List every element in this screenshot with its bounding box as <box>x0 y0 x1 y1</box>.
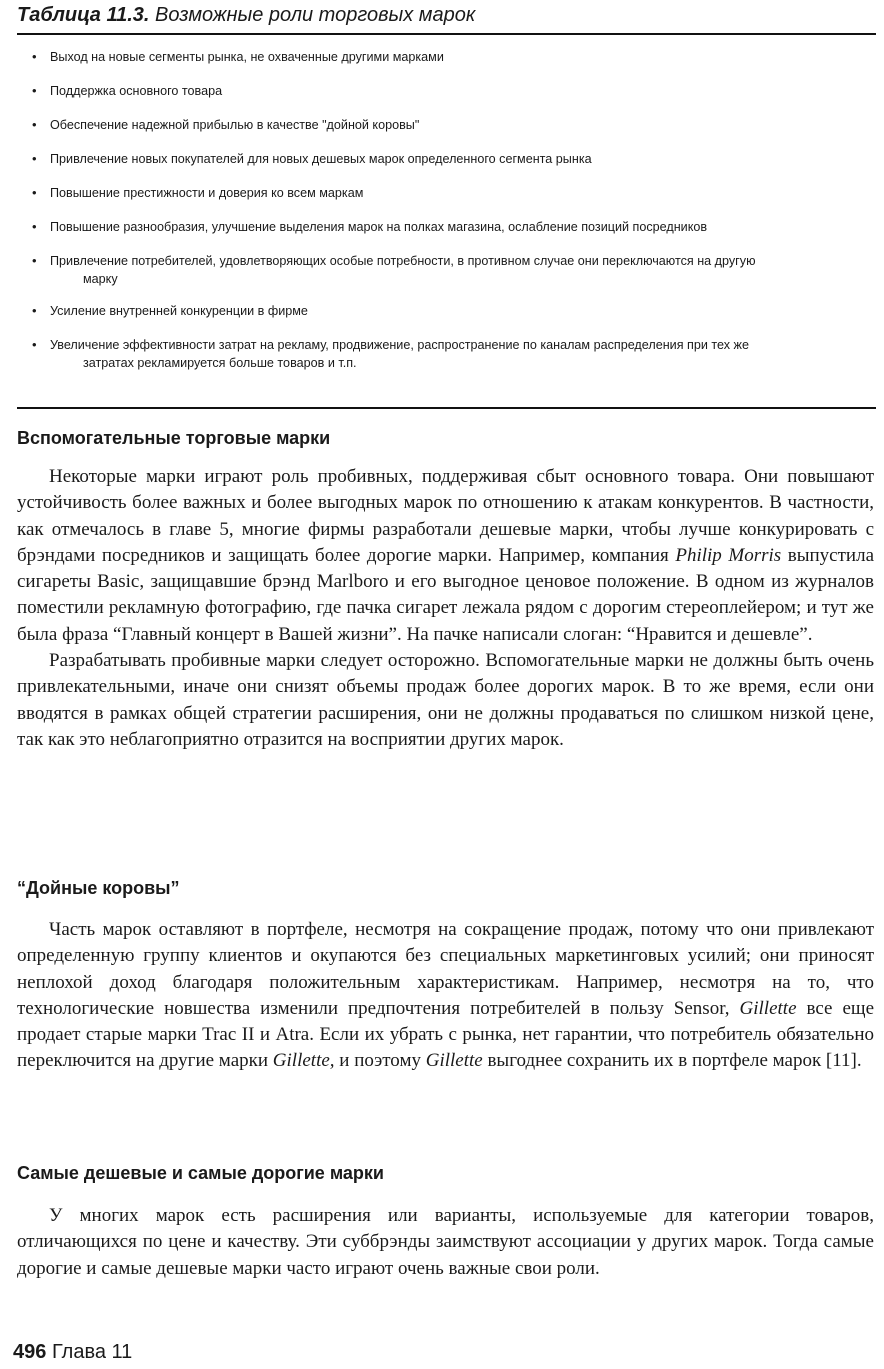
table-top-rule <box>17 33 876 35</box>
bullet-icon: • <box>32 185 37 200</box>
bullet-icon: • <box>32 83 37 98</box>
paragraph: Часть марок оставляют в портфеле, несмотря на сокращение продаж, потому что они привлекают определенную группу клиентов и окупаются без специальных маркетинговых усилий; они приносят неплохой доход благодаря положительным характеристикам. Например, несмотря на то, что технологические новшества изменили предпочтения потребителей в пользу Sensor, Gillette все еще продает старые марки Trac II и Atra. Если их убрать с рынка, нет гарантии, что потребитель обязательно переключится на другие марки Gillette, и поэтому Gillette выгоднее сохранить их в портфеле марок [11]. <box>17 919 874 1072</box>
list-item: • Повышение престижности и доверия ко всем маркам <box>32 185 364 200</box>
list-item: • Выход на новые сегменты рынка, не охваченные другими марками <box>32 49 444 64</box>
paragraph: У многих марок есть расширения или варианты, используемые для категории товаров, отличающихся по цене и качеству. Эти суббрэнды заимствуют ассоциации у других марок. Тогда самые дорогие и самые дешевые марки часто играют очень важные свои роли. <box>17 1205 874 1279</box>
paragraph: Некоторые марки играют роль пробивных, поддерживая сбыт основного товара. Они повышают устойчивость более важных и более выгодных марок по отношению к атакам конкурентов. В частности, как отмечалось в главе 5, многие фирмы разработали дешевые марки, чтобы лучше конкурировать с брэндами посредников и защищать более дорогие марки. Например, компания Philip Morris выпустила сигареты Basic, защищавшие брэнд Marlboro и его выгодное ценовое положение. В одном из журналов поместили рекламную фотографию, где пачка сигарет лежала рядом с дорогим стереоплейером; и тут же была фраза “Главный концерт в Вашей жизни”. На пачке написали слоган: “Нравится и дешевле”. <box>17 466 875 645</box>
list-item: • Увеличение эффективности затрат на рекламу, продвижение, распространение по каналам распределения при тех же затратах рекламируется больше товаров и т.п. <box>32 337 749 370</box>
paragraph: Разрабатывать пробивные марки следует осторожно. Вспомогательные марки не должны быть очень привлекательными, иначе они снизят объемы продаж более дорогих марок. В то же время, если они вводятся в рамках общей стратегии расширения, они не должны продаваться по слишком низкой цене, так как это неблагоприятно отразится на восприятии других марок. <box>17 650 874 750</box>
section-heading-auxiliary: Вспомогательные торговые марки <box>17 428 331 448</box>
bullet-icon: • <box>32 253 37 268</box>
bullet-icon: • <box>32 151 37 166</box>
bullet-icon: • <box>32 117 37 132</box>
list-item: • Усиление внутренней конкуренции в фирме <box>32 303 308 318</box>
table-bottom-rule <box>17 407 876 409</box>
page-number: 496 <box>13 1341 47 1363</box>
table-caption: Возможные роли торговых марок <box>155 4 476 26</box>
chapter-label: Глава 11 <box>51 1341 133 1363</box>
bullet-icon: • <box>32 219 37 234</box>
bullet-icon: • <box>32 49 37 64</box>
table-label: Таблица 11.3. <box>17 4 150 26</box>
section-body-cheapest-dearest <box>17 1203 874 1282</box>
list-item: • Поддержка основного товара <box>32 83 223 98</box>
section-heading-cash-cows: “Дойные коровы” <box>17 878 180 898</box>
list-item: • Повышение разнообразия, улучшение выделения марок на полках магазина, ослабление позиций посредников <box>32 219 708 234</box>
bullet-icon: • <box>32 337 37 352</box>
table-title <box>17 4 475 27</box>
list-item: • Привлечение новых покупателей для новых дешевых марок определенного сегмента рынка <box>32 151 592 166</box>
list-item: • Обеспечение надежной прибылью в качестве "дойной коровы" <box>32 117 420 132</box>
section-heading-cheapest-dearest: Самые дешевые и самые дорогие марки <box>17 1163 384 1183</box>
page-footer <box>13 1341 132 1364</box>
section-body-cash-cows <box>17 917 874 1075</box>
roles-list <box>30 48 865 386</box>
bullet-icon: • <box>32 303 37 318</box>
list-item: • Привлечение потребителей, удовлетворяющих особые потребности, в противном случае они переключаются на другую марку <box>32 253 756 286</box>
section-body-auxiliary <box>17 464 874 753</box>
